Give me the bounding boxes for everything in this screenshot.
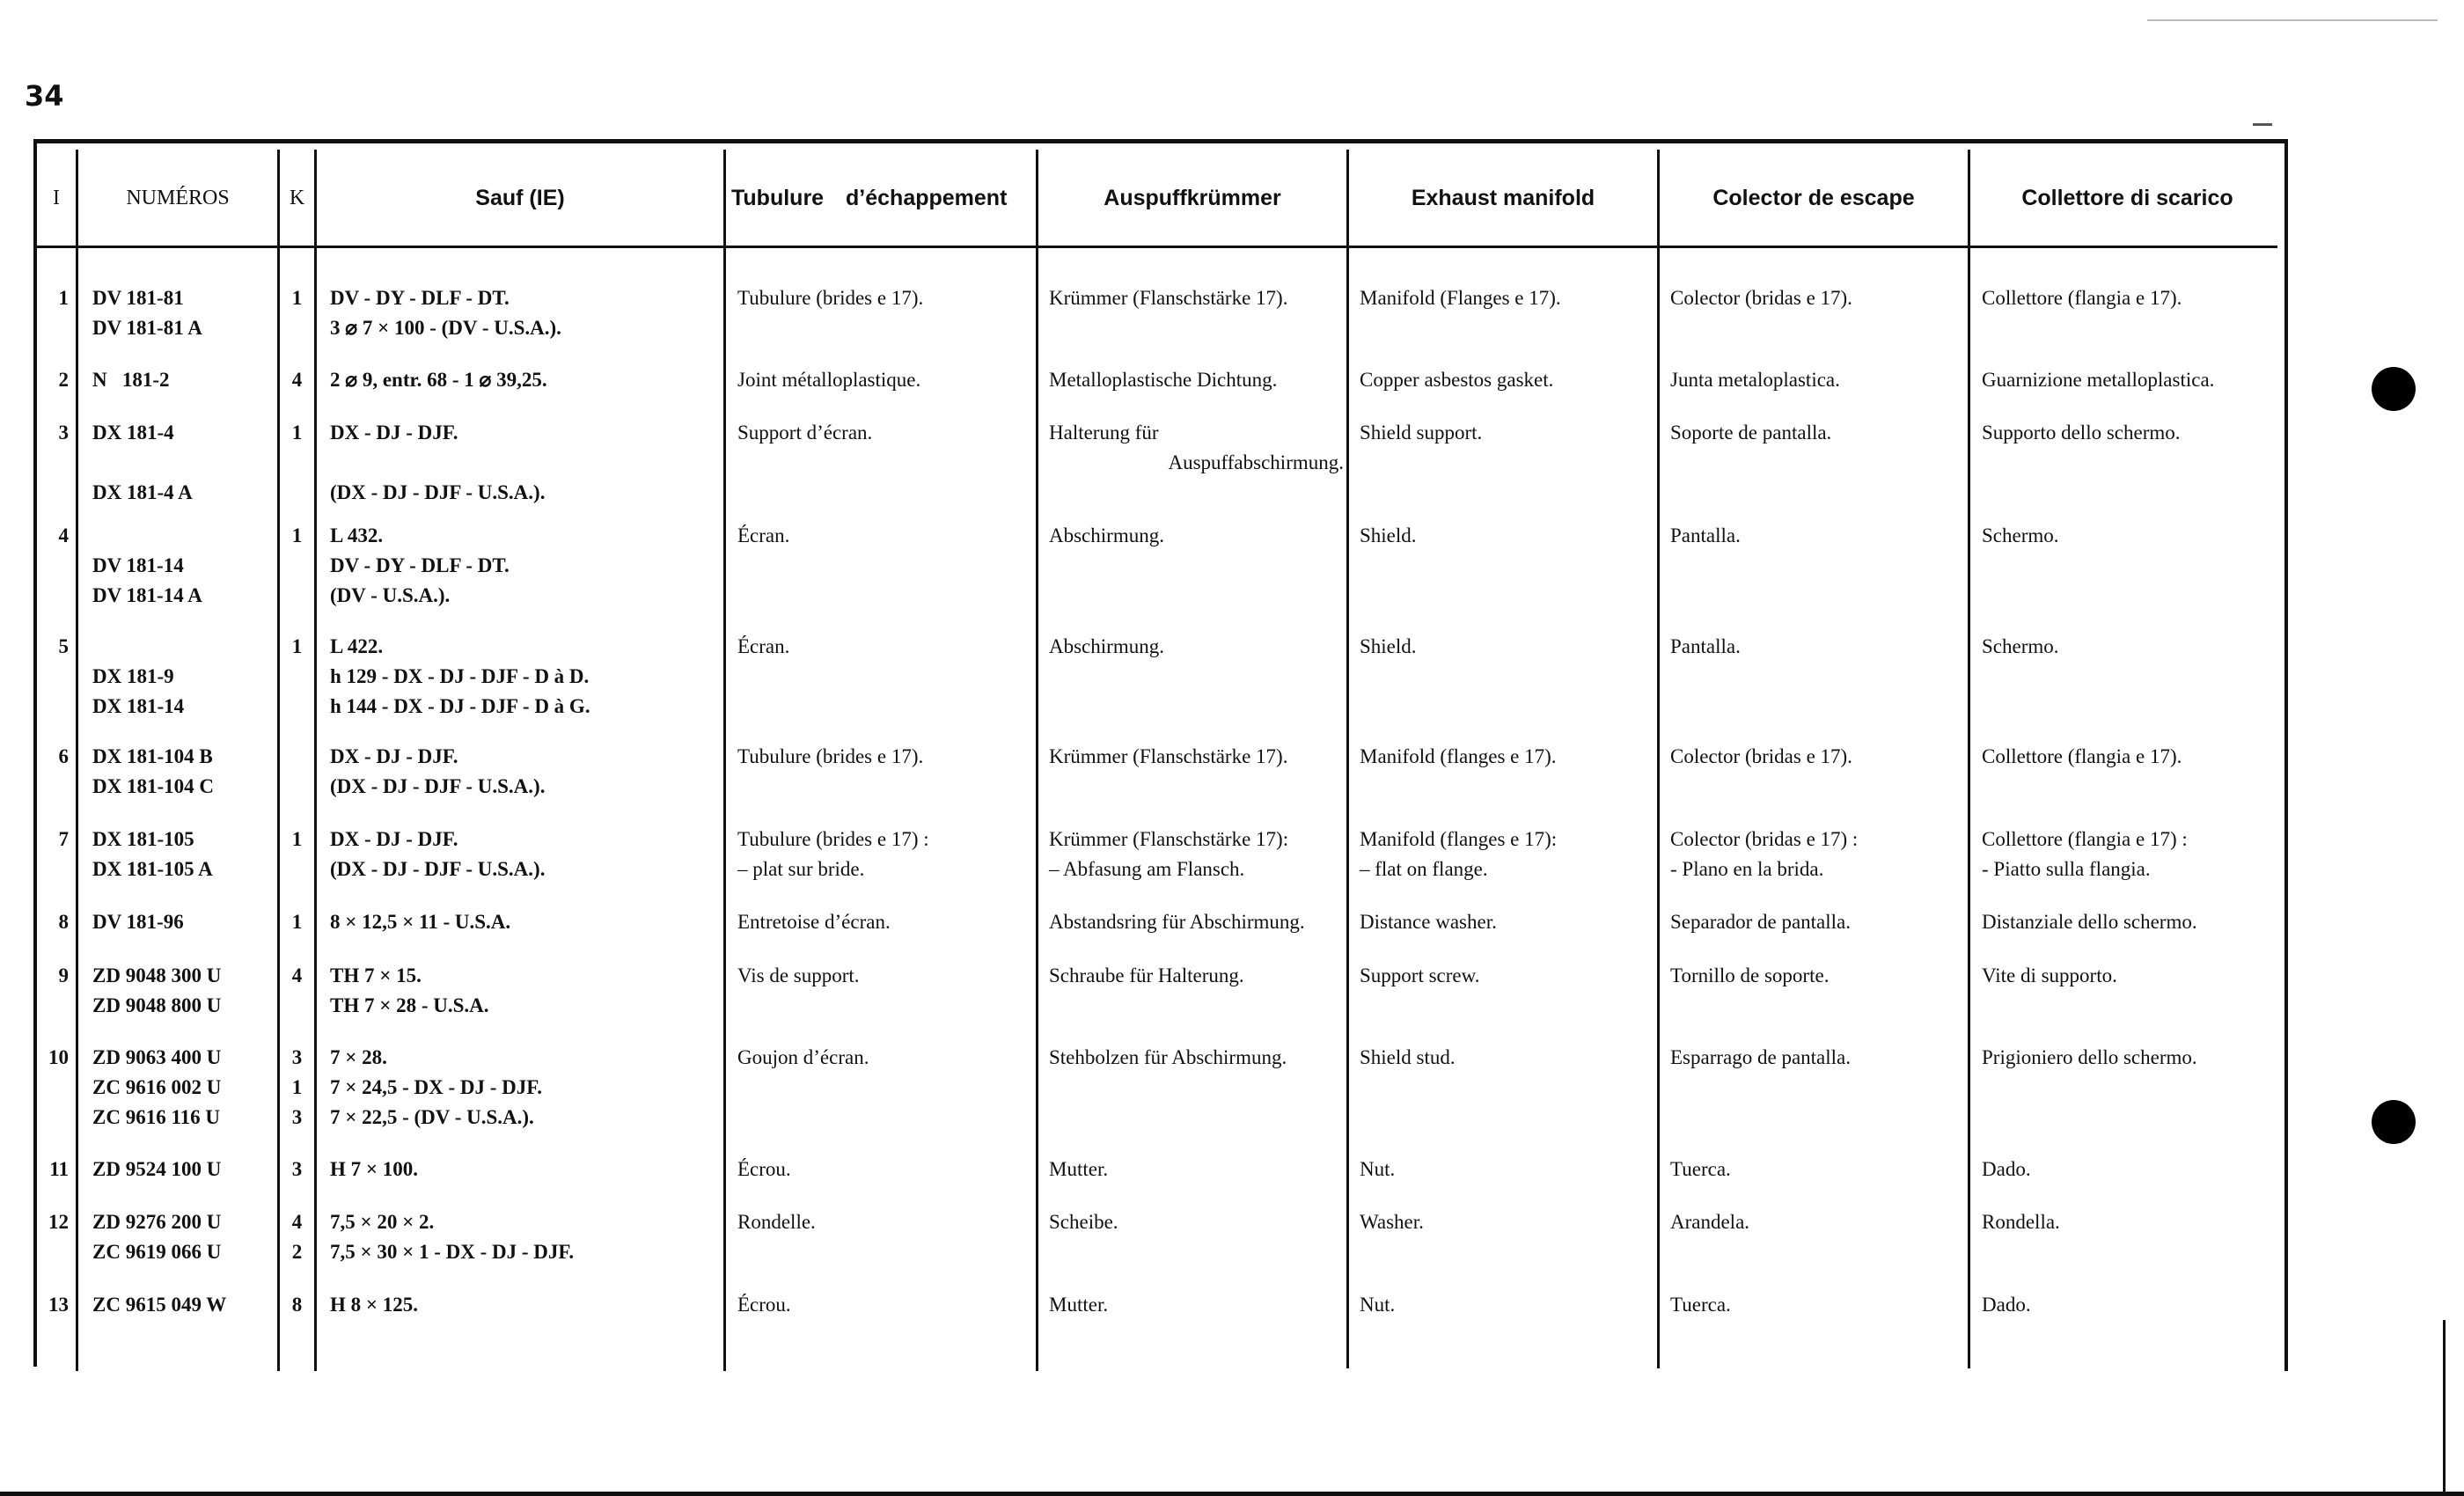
row-2-en-line-1: Copper asbestos gasket.	[1360, 369, 1554, 391]
row-6-i-line-1: 6	[58, 745, 69, 767]
row-8-es-line-1: Separador de pantalla.	[1670, 911, 1851, 933]
row-12-numeros-line-1: ZD 9276 200 U	[92, 1211, 222, 1233]
header-de: Auspuffkrümmer	[1104, 185, 1281, 210]
row-13-i-line-1: 13	[48, 1294, 69, 1316]
row-4-numeros-line-3: DV 181-14 A	[92, 584, 202, 606]
row-3-en-line-1: Shield support.	[1360, 422, 1483, 444]
row-13-sauf-line-1: H 8 × 125.	[330, 1294, 418, 1316]
row-2-it-line-1: Guarnizione metalloplastica.	[1982, 369, 2215, 391]
row-2-sauf-line-1: 2 ⌀ 9, entr. 68 - 1 ⌀ 39,25.	[330, 369, 547, 391]
row-3-numeros-line-1: DX 181-4	[92, 422, 174, 444]
col-sep-4	[723, 150, 726, 1371]
header-i: I	[53, 186, 60, 209]
row-7-sauf-line-2: (DX - DJ - DJF - U.S.A.).	[330, 858, 546, 880]
row-12-k-line-2: 2	[291, 1241, 303, 1263]
row-2-numeros-line-1: N 181-2	[92, 369, 170, 391]
binder-hole-lower	[2372, 1100, 2416, 1144]
row-10-fr-line-1: Goujon d’écran.	[737, 1046, 869, 1068]
row-7-numeros-line-1: DX 181-105	[92, 828, 194, 850]
row-7-fr-line-2: – plat sur bride.	[737, 858, 865, 880]
row-3-de-line-2: Auspuffabschirmung.	[1168, 451, 1344, 473]
row-7-en-line-2: – flat on flange.	[1360, 858, 1488, 880]
row-7-k-line-1: 1	[291, 828, 303, 850]
row-3-it-line-1: Supporto dello schermo.	[1982, 422, 2181, 444]
row-3-es-line-1: Soporte de pantalla.	[1670, 422, 1832, 444]
row-6-sauf-line-1: DX - DJ - DJF.	[330, 745, 458, 767]
row-5-it-line-1: Schermo.	[1982, 635, 2059, 657]
row-3-k-line-1: 1	[291, 422, 303, 444]
row-12-en-line-1: Washer.	[1360, 1211, 1424, 1233]
row-12-i-line-1: 12	[48, 1211, 69, 1233]
row-6-sauf-line-2: (DX - DJ - DJF - U.S.A.).	[330, 775, 546, 797]
row-10-de-line-1: Stehbolzen für Abschirmung.	[1049, 1046, 1287, 1068]
row-6-it-line-1: Collettore (flangia e 17).	[1982, 745, 2182, 767]
row-4-sauf-line-3: (DV - U.S.A.).	[330, 584, 451, 606]
col-sep-5	[1036, 150, 1038, 1371]
row-3-sauf-line-3: (DX - DJ - DJF - U.S.A.).	[330, 481, 546, 503]
page-number: 34	[25, 79, 64, 113]
row-5-en-line-1: Shield.	[1360, 635, 1417, 657]
row-10-k-line-3: 3	[291, 1106, 303, 1128]
row-12-fr-line-1: Rondelle.	[737, 1211, 816, 1233]
row-8-i-line-1: 8	[58, 911, 69, 933]
row-5-numeros-line-2: DX 181-9	[92, 665, 174, 687]
row-8-sauf-line-1: 8 × 12,5 × 11 - U.S.A.	[330, 911, 511, 933]
col-sep-7	[1657, 150, 1660, 1368]
bottom-rule	[0, 1492, 2464, 1496]
corner-tick	[2253, 123, 2272, 126]
row-1-i-line-1: 1	[58, 287, 69, 309]
binder-hole-upper	[2372, 367, 2416, 411]
header-k: K	[289, 186, 305, 209]
row-12-sauf-line-1: 7,5 × 20 × 2.	[330, 1211, 435, 1233]
col-sep-2	[277, 150, 280, 1371]
row-13-fr-line-1: Écrou.	[737, 1294, 791, 1316]
row-7-i-line-1: 7	[58, 828, 69, 850]
row-12-es-line-1: Arandela.	[1670, 1211, 1750, 1233]
col-sep-8	[1968, 150, 1970, 1368]
row-5-es-line-1: Pantalla.	[1670, 635, 1741, 657]
row-11-fr-line-1: Écrou.	[737, 1158, 791, 1180]
row-4-it-line-1: Schermo.	[1982, 524, 2059, 546]
header-fr: Tubulure d’échappement	[731, 185, 1008, 210]
header-es: Colector de escape	[1712, 185, 1915, 210]
row-13-en-line-1: Nut.	[1360, 1294, 1396, 1316]
row-8-numeros-line-1: DV 181-96	[92, 911, 184, 933]
row-7-es-line-2: - Plano en la brida.	[1670, 858, 1824, 880]
header-it: Collettore di scarico	[2021, 185, 2233, 210]
row-7-sauf-line-1: DX - DJ - DJF.	[330, 828, 458, 850]
row-4-sauf-line-1: L 432.	[330, 524, 384, 546]
row-5-sauf-line-1: L 422.	[330, 635, 384, 657]
row-4-k-line-1: 1	[291, 524, 303, 546]
row-5-numeros-line-3: DX 181-14	[92, 695, 185, 717]
row-9-en-line-1: Support screw.	[1360, 964, 1480, 986]
row-9-sauf-line-1: TH 7 × 15.	[330, 964, 422, 986]
row-13-es-line-1: Tuerca.	[1670, 1294, 1731, 1316]
row-10-k-line-1: 3	[291, 1046, 303, 1068]
row-7-it-line-1: Collettore (flangia e 17) :	[1982, 828, 2188, 850]
table-right-border	[2284, 139, 2288, 1371]
row-3-i-line-1: 3	[58, 422, 69, 444]
row-8-it-line-1: Distanziale dello schermo.	[1982, 911, 2197, 933]
row-1-es-line-1: Colector (bridas e 17).	[1670, 287, 1852, 309]
row-4-numeros-line-2: DV 181-14	[92, 554, 184, 576]
row-10-sauf-line-3: 7 × 22,5 - (DV - U.S.A.).	[330, 1106, 534, 1128]
row-2-k-line-1: 4	[291, 369, 303, 391]
row-9-fr-line-1: Vis de support.	[737, 964, 860, 986]
header-sauf: Sauf (IE)	[475, 185, 565, 210]
row-7-fr-line-1: Tubulure (brides e 17) :	[737, 828, 929, 850]
row-1-fr-line-1: Tubulure (brides e 17).	[737, 287, 924, 309]
row-9-es-line-1: Tornillo de soporte.	[1670, 964, 1830, 986]
row-13-de-line-1: Mutter.	[1049, 1294, 1109, 1316]
row-12-sauf-line-2: 7,5 × 30 × 1 - DX - DJ - DJF.	[330, 1241, 575, 1263]
row-3-fr-line-1: Support d’écran.	[737, 422, 873, 444]
row-10-es-line-1: Esparrago de pantalla.	[1670, 1046, 1851, 1068]
table-top-border	[33, 139, 2288, 143]
row-6-en-line-1: Manifold (flanges e 17).	[1360, 745, 1557, 767]
col-sep-6	[1346, 150, 1349, 1368]
row-5-k-line-1: 1	[291, 635, 303, 657]
row-11-numeros-line-1: ZD 9524 100 U	[92, 1158, 222, 1180]
top-right-rule	[2147, 19, 2438, 21]
row-4-es-line-1: Pantalla.	[1670, 524, 1741, 546]
row-6-numeros-line-2: DX 181-104 C	[92, 775, 214, 797]
row-9-sauf-line-2: TH 7 × 28 - U.S.A.	[330, 994, 489, 1016]
row-4-i-line-1: 4	[58, 524, 69, 546]
row-8-en-line-1: Distance washer.	[1360, 911, 1497, 933]
col-sep-1	[76, 150, 78, 1371]
col-sep-3	[314, 150, 317, 1371]
row-9-k-line-1: 4	[291, 964, 303, 986]
header-numeros: NUMÉROS	[126, 186, 230, 209]
row-8-k-line-1: 1	[291, 911, 303, 933]
row-4-fr-line-1: Écran.	[737, 524, 790, 546]
row-11-es-line-1: Tuerca.	[1670, 1158, 1731, 1180]
row-4-sauf-line-2: DV - DY - DLF - DT.	[330, 554, 510, 576]
row-12-numeros-line-2: ZC 9619 066 U	[92, 1241, 222, 1263]
row-12-de-line-1: Scheibe.	[1049, 1211, 1118, 1233]
table-header-rule	[33, 246, 2277, 248]
row-1-numeros-line-2: DV 181-81 A	[92, 317, 202, 339]
row-11-it-line-1: Dado.	[1982, 1158, 2031, 1180]
row-5-sauf-line-2: h 129 - DX - DJ - DJF - D à D.	[330, 665, 590, 687]
row-7-de-line-2: – Abfasung am Flansch.	[1049, 858, 1245, 880]
row-1-en-line-1: Manifold (Flanges e 17).	[1360, 287, 1561, 309]
row-2-de-line-1: Metalloplastische Dichtung.	[1049, 369, 1278, 391]
row-11-sauf-line-1: H 7 × 100.	[330, 1158, 418, 1180]
row-8-de-line-1: Abstandsring für Abschirmung.	[1049, 911, 1305, 933]
row-7-es-line-1: Colector (bridas e 17) :	[1670, 828, 1859, 850]
row-1-it-line-1: Collettore (flangia e 17).	[1982, 287, 2182, 309]
row-5-fr-line-1: Écran.	[737, 635, 790, 657]
row-3-sauf-line-1: DX - DJ - DJF.	[330, 422, 458, 444]
row-4-en-line-1: Shield.	[1360, 524, 1417, 546]
row-1-sauf-line-1: DV - DY - DLF - DT.	[330, 287, 510, 309]
row-10-en-line-1: Shield stud.	[1360, 1046, 1456, 1068]
row-6-numeros-line-1: DX 181-104 B	[92, 745, 213, 767]
row-2-fr-line-1: Joint métalloplastique.	[737, 369, 921, 391]
row-2-i-line-1: 2	[58, 369, 69, 391]
row-10-k-line-2: 1	[291, 1076, 303, 1098]
row-6-fr-line-1: Tubulure (brides e 17).	[737, 745, 924, 767]
row-11-de-line-1: Mutter.	[1049, 1158, 1109, 1180]
row-6-es-line-1: Colector (bridas e 17).	[1670, 745, 1852, 767]
row-10-numeros-line-1: ZD 9063 400 U	[92, 1046, 222, 1068]
row-1-de-line-1: Krümmer (Flanschstärke 17).	[1049, 287, 1288, 309]
right-edge-lower	[2443, 1320, 2446, 1494]
row-1-k-line-1: 1	[291, 287, 303, 309]
row-3-numeros-line-3: DX 181-4 A	[92, 481, 193, 503]
row-11-i-line-1: 11	[49, 1158, 69, 1180]
row-5-de-line-1: Abschirmung.	[1049, 635, 1164, 657]
row-10-numeros-line-2: ZC 9616 002 U	[92, 1076, 222, 1098]
row-6-de-line-1: Krümmer (Flanschstärke 17).	[1049, 745, 1288, 767]
row-9-it-line-1: Vite di supporto.	[1982, 964, 2117, 986]
row-4-de-line-1: Abschirmung.	[1049, 524, 1164, 546]
row-7-it-line-2: - Piatto sulla flangia.	[1982, 858, 2151, 880]
row-9-de-line-1: Schraube für Halterung.	[1049, 964, 1244, 986]
row-5-i-line-1: 5	[58, 635, 69, 657]
row-10-sauf-line-2: 7 × 24,5 - DX - DJ - DJF.	[330, 1076, 542, 1098]
row-1-sauf-line-2: 3 ⌀ 7 × 100 - (DV - U.S.A.).	[330, 317, 561, 339]
row-10-i-line-1: 10	[48, 1046, 69, 1068]
row-9-numeros-line-2: ZD 9048 800 U	[92, 994, 222, 1016]
row-7-numeros-line-2: DX 181-105 A	[92, 858, 213, 880]
row-10-sauf-line-1: 7 × 28.	[330, 1046, 387, 1068]
row-1-numeros-line-1: DV 181-81	[92, 287, 184, 309]
row-5-sauf-line-3: h 144 - DX - DJ - DJF - D à G.	[330, 695, 590, 717]
row-3-de-line-1: Halterung für	[1049, 422, 1159, 444]
row-8-fr-line-1: Entretoise d’écran.	[737, 911, 891, 933]
row-13-numeros-line-1: ZC 9615 049 W	[92, 1294, 227, 1316]
row-7-en-line-1: Manifold (flanges e 17):	[1360, 828, 1558, 850]
row-9-numeros-line-1: ZD 9048 300 U	[92, 964, 222, 986]
row-11-en-line-1: Nut.	[1360, 1158, 1396, 1180]
row-12-it-line-1: Rondella.	[1982, 1211, 2060, 1233]
row-10-it-line-1: Prigioniero dello schermo.	[1982, 1046, 2197, 1068]
row-13-it-line-1: Dado.	[1982, 1294, 2031, 1316]
row-11-k-line-1: 3	[291, 1158, 303, 1180]
row-10-numeros-line-3: ZC 9616 116 U	[92, 1106, 221, 1128]
row-13-k-line-1: 8	[291, 1294, 303, 1316]
row-9-i-line-1: 9	[58, 964, 69, 986]
row-12-k-line-1: 4	[291, 1211, 303, 1233]
row-7-de-line-1: Krümmer (Flanschstärke 17):	[1049, 828, 1289, 850]
header-en: Exhaust manifold	[1411, 185, 1595, 210]
row-2-es-line-1: Junta metaloplastica.	[1670, 369, 1840, 391]
